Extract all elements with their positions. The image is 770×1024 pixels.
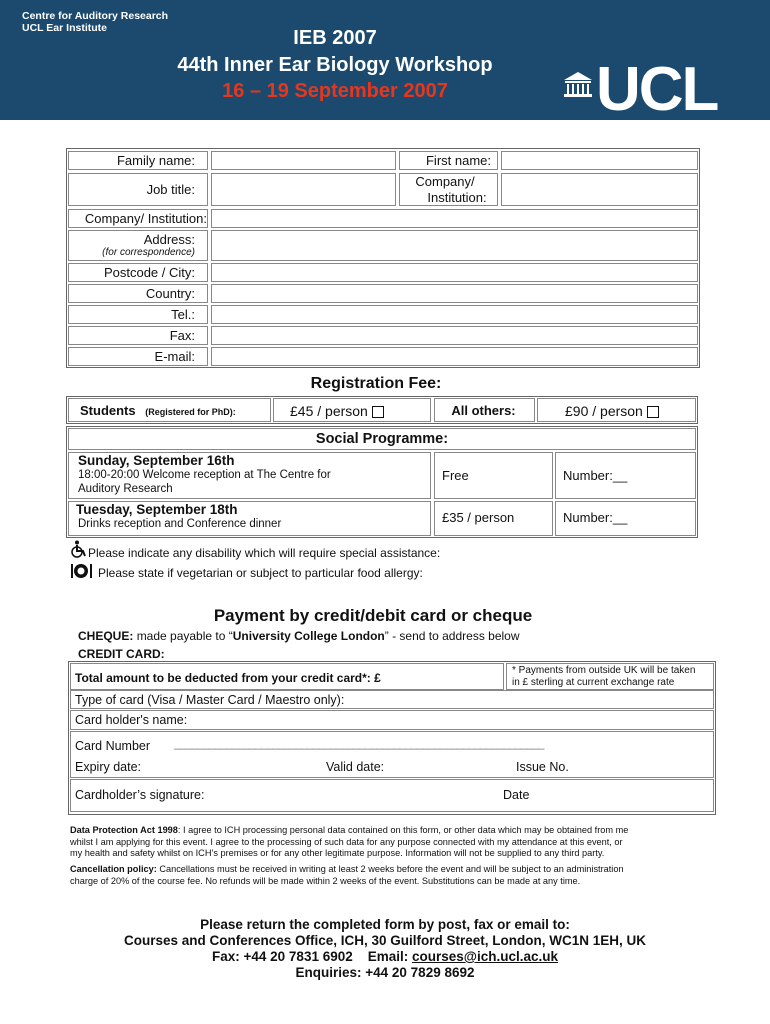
postcode-label: Postcode / City: bbox=[103, 265, 195, 280]
org-line-1: Centre for Auditory Research bbox=[22, 10, 169, 22]
footer-line1: Please return the completed form by post, fax or email to: bbox=[200, 917, 570, 932]
others-checkbox[interactable] bbox=[647, 406, 659, 418]
students-text: Students bbox=[80, 403, 136, 418]
email-label: E-mail: bbox=[154, 349, 195, 364]
event-dates: 16 – 19 September 2007 bbox=[222, 80, 448, 102]
postcode-field[interactable] bbox=[211, 263, 698, 282]
event1-price: Free bbox=[442, 468, 469, 483]
institution-label: Company/ Institution: bbox=[84, 211, 207, 226]
wheelchair-icon bbox=[70, 540, 90, 558]
country-label: Country: bbox=[145, 286, 195, 301]
tel-field[interactable] bbox=[211, 305, 698, 324]
company-label-line2: Institution: bbox=[427, 190, 487, 205]
event2-price: £35 / person bbox=[442, 510, 515, 525]
address-field[interactable] bbox=[211, 230, 698, 261]
card-type-label: Type of card (Visa / Master Card / Maestro only): bbox=[75, 693, 345, 707]
cp-title: Cancellation policy: bbox=[70, 864, 157, 874]
students-label bbox=[80, 403, 236, 418]
event2-number: Number:__ bbox=[563, 510, 628, 525]
card-number-label: Card Number bbox=[75, 739, 151, 753]
others-price-wrap bbox=[565, 403, 659, 419]
footer bbox=[0, 917, 770, 981]
first-name-field[interactable] bbox=[501, 151, 698, 170]
company-label-line1: Company/ bbox=[415, 174, 475, 189]
ucl-portico-icon bbox=[562, 70, 594, 98]
students-price: £45 / person bbox=[290, 403, 368, 419]
fax-field[interactable] bbox=[211, 326, 698, 345]
disability-text: Please indicate any disability which will require special assistance: bbox=[88, 546, 441, 560]
registration-title: Registration Fee: bbox=[310, 375, 442, 392]
header-banner bbox=[0, 0, 770, 124]
exchange-note-1: * Payments from outside UK will be taken bbox=[512, 665, 696, 676]
family-name-field[interactable] bbox=[211, 151, 396, 170]
footer-line3 bbox=[0, 949, 770, 965]
event2-day: Tuesday, September 18th bbox=[76, 502, 238, 517]
cancellation-paragraph bbox=[70, 864, 710, 887]
dp-line1: : I agree to ICH processing personal data contained on this form, or other data which may be obtained from me bbox=[177, 825, 629, 835]
fax-label: Fax: bbox=[169, 328, 195, 343]
card-holder-label: Card holder's name: bbox=[75, 713, 188, 727]
date-label: Date bbox=[503, 788, 530, 802]
cp-line2: charge of 20% of the course fee. No refunds will be made within 2 weeks of the event. Substitutions can be made at any time. bbox=[70, 875, 581, 886]
job-title-label: Job title: bbox=[146, 182, 195, 197]
footer-email-link[interactable]: courses@ich.ucl.ac.uk bbox=[412, 949, 558, 964]
card-number-line[interactable]: ________________________________________________________________ bbox=[174, 736, 544, 750]
address-note: (for correspondence) bbox=[102, 247, 195, 258]
others-label: All others: bbox=[451, 403, 516, 418]
others-price: £90 / person bbox=[565, 403, 643, 419]
family-name-label: Family name: bbox=[116, 153, 195, 168]
institution-field[interactable] bbox=[211, 209, 698, 228]
email-field[interactable] bbox=[211, 347, 698, 366]
cheque-label: CHEQUE: bbox=[78, 629, 134, 643]
dp-line2: whilst I am applying for this event. I agree to the processing of such data for any purpose connected with my attendance at this event, or bbox=[70, 836, 623, 847]
page-title: IEB 2007 bbox=[293, 27, 377, 49]
data-protection-paragraph bbox=[70, 825, 710, 860]
dp-title: Data Protection Act 1998 bbox=[70, 825, 178, 835]
students-note: (Registered for PhD): bbox=[145, 407, 236, 417]
dinner-plate-icon bbox=[70, 562, 94, 580]
job-title-field[interactable] bbox=[211, 173, 396, 206]
country-field[interactable] bbox=[211, 284, 698, 303]
address-label: Address: bbox=[143, 232, 195, 247]
footer-fax-email: Fax: +44 20 7831 6902 Email: bbox=[212, 949, 413, 964]
event1-day: Sunday, September 16th bbox=[78, 453, 235, 468]
cheque-line bbox=[78, 629, 520, 643]
event1-number: Number:__ bbox=[563, 468, 628, 483]
payment-title: Payment by credit/debit card or cheque bbox=[213, 606, 533, 625]
signature-label: Cardholder’s signature: bbox=[75, 788, 205, 802]
vegetarian-text: Please state if vegetarian or subject to particular food allergy: bbox=[98, 566, 423, 580]
exchange-note-2: in £ sterling at current exchange rate bbox=[512, 677, 675, 688]
cp-line1: Cancellations must be received in writing at least 2 weeks before the event and will be subject to an administration bbox=[156, 864, 624, 874]
page-subtitle: 44th Inner Ear Biology Workshop bbox=[177, 54, 493, 76]
cheque-text-b: ” - send to address below bbox=[384, 629, 520, 643]
valid-label: Valid date: bbox=[326, 760, 385, 774]
footer-line2: Courses and Conferences Office, ICH, 30 Guilford Street, London, WC1N 1EH, UK bbox=[123, 933, 647, 948]
event1-line2: Auditory Research bbox=[78, 483, 173, 495]
issue-label: Issue No. bbox=[516, 760, 569, 774]
ucl-logo: UCL bbox=[596, 55, 718, 124]
social-title: Social Programme: bbox=[315, 431, 449, 447]
students-price-wrap bbox=[290, 403, 384, 419]
expiry-label: Expiry date: bbox=[75, 760, 142, 774]
company-field[interactable] bbox=[501, 173, 698, 206]
tel-label: Tel.: bbox=[171, 307, 195, 322]
event1-line1: 18:00-20:00 Welcome reception at The Centre for bbox=[78, 469, 331, 481]
credit-card-label: CREDIT CARD: bbox=[78, 647, 165, 661]
org-line-2: UCL Ear Institute bbox=[22, 22, 107, 34]
cheque-text-a: made payable to “ bbox=[136, 629, 233, 643]
cheque-payee: University College London bbox=[232, 629, 385, 643]
event2-desc: Drinks reception and Conference dinner bbox=[78, 518, 282, 530]
footer-line4: Enquiries: +44 20 7829 8692 bbox=[295, 965, 475, 980]
dp-line3: my health and safety whilst on ICH’s premises or for any other legitimate purpose. Information will not be supplied to any third party. bbox=[70, 848, 605, 858]
first-name-label: First name: bbox=[425, 153, 491, 168]
students-checkbox[interactable] bbox=[372, 406, 384, 418]
total-amount-label: Total amount to be deducted from your credit card*: £ bbox=[75, 671, 381, 685]
